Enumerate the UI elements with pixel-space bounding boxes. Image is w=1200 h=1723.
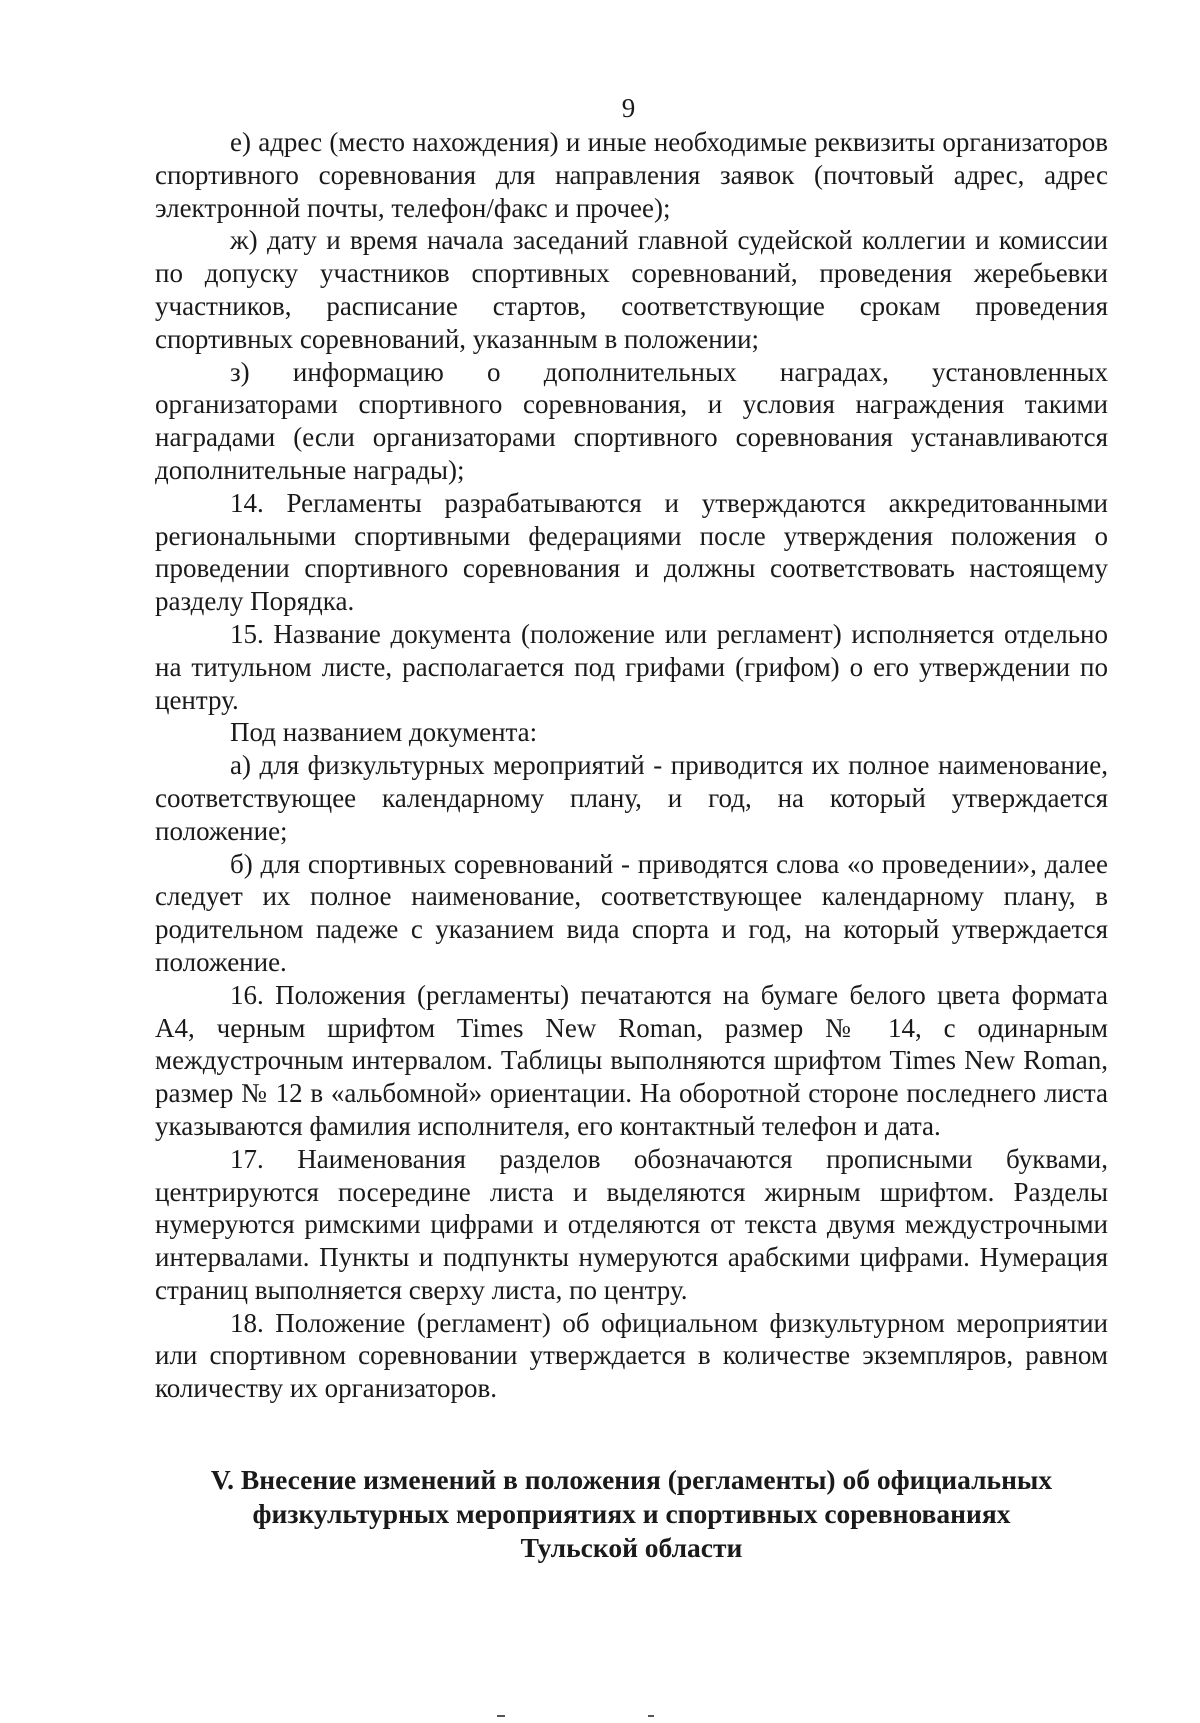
page-number: 9 [621, 93, 636, 123]
scan-artifact-mark [497, 1715, 505, 1717]
paragraph-under-title: Под названием документа: [230, 717, 538, 748]
paragraph-14: 14. Регламенты разрабатываются и утверждаются аккредитованными региональными спортивными федерациями после утверждения положения о проведении спортивного соревнования и должны соответствовать настоящему разделу Порядка. [155, 487, 1108, 617]
paragraph-b-competitions: б) для спортивных соревнований - приводятся слова «о проведении», далее следует их полное наименование, соответствующее календарному плану, в родительном падеже с указанием вида спорта и год, на который утверждается положение. [155, 848, 1108, 977]
paragraph-e-address: е) адрес (место нахождения) и иные необходимые реквизиты организаторов спортивного соревнования для направления заявок (почтовый адрес, адрес электронной почты, телефон/факс и прочее); [155, 127, 1108, 223]
paragraph-15: 15. Название документа (положение или регламент) исполняется отдельно на титульном листе, располагается под грифами (грифом) о его утверждении по центру. [155, 618, 1108, 715]
section-heading-line-2: физкультурных мероприятиях и спортивных соревнованиях [252, 1498, 1011, 1529]
paragraph-17: 17. Наименования разделов обозначаются прописными буквами, центрируются посередине листа и выделяются жирным шрифтом. Разделы нумеруются римскими цифрами и отделяются от текста двумя междустрочными интервалами. Пункты и подпункты нумеруются арабскими цифрами. Нумерация страниц выполняется сверху листа, по центру. [155, 1143, 1108, 1305]
section-heading-line-1: V. Внесение изменений в положения (регламенты) об официальных [210, 1464, 1053, 1495]
paragraph-18: 18. Положение (регламент) об официальном физкультурном мероприятии или спортивном соревновании утверждается в количестве экземпляров, равном количеству их организаторов. [155, 1307, 1108, 1404]
paragraph-zh-schedule: ж) дату и время начала заседаний главной судейской коллегии и комиссии по допуску участников спортивных соревнований, проведения жеребьевки участников, расписание стартов, соответствующие срокам проведения спортивных соревнований, указанным в положении; [155, 225, 1108, 354]
paragraph-a-events: а) для физкультурных мероприятий - приводится их полное наименование, соответствующее календарному плану, и год, на который утверждается положение; [155, 750, 1108, 846]
paragraph-16: 16. Положения (регламенты) печатаются на бумаге белого цвета формата А4, черным шрифтом Times New Roman, размер № 14, с одинарным междустрочным интервалом. Таблицы выполняются шрифтом Times New Roman, размер № 12 в «альбомной» ориентации. На оборотной стороне последнего листа указываются фамилия исполнителя, его контактный телефон и дата. [155, 979, 1108, 1141]
scan-artifact-mark [648, 1715, 654, 1717]
document-body [155, 126, 1108, 1405]
section-heading [155, 1463, 1108, 1565]
section-heading-line-3: Тульской области [520, 1532, 743, 1563]
paragraph-z-awards: з) информацию о дополнительных наградах, установленных организаторами спортивного соревнования, и условия награждения такими наградами (если организаторами спортивного соревнования устанавливаются дополнительные награды); [155, 356, 1108, 485]
